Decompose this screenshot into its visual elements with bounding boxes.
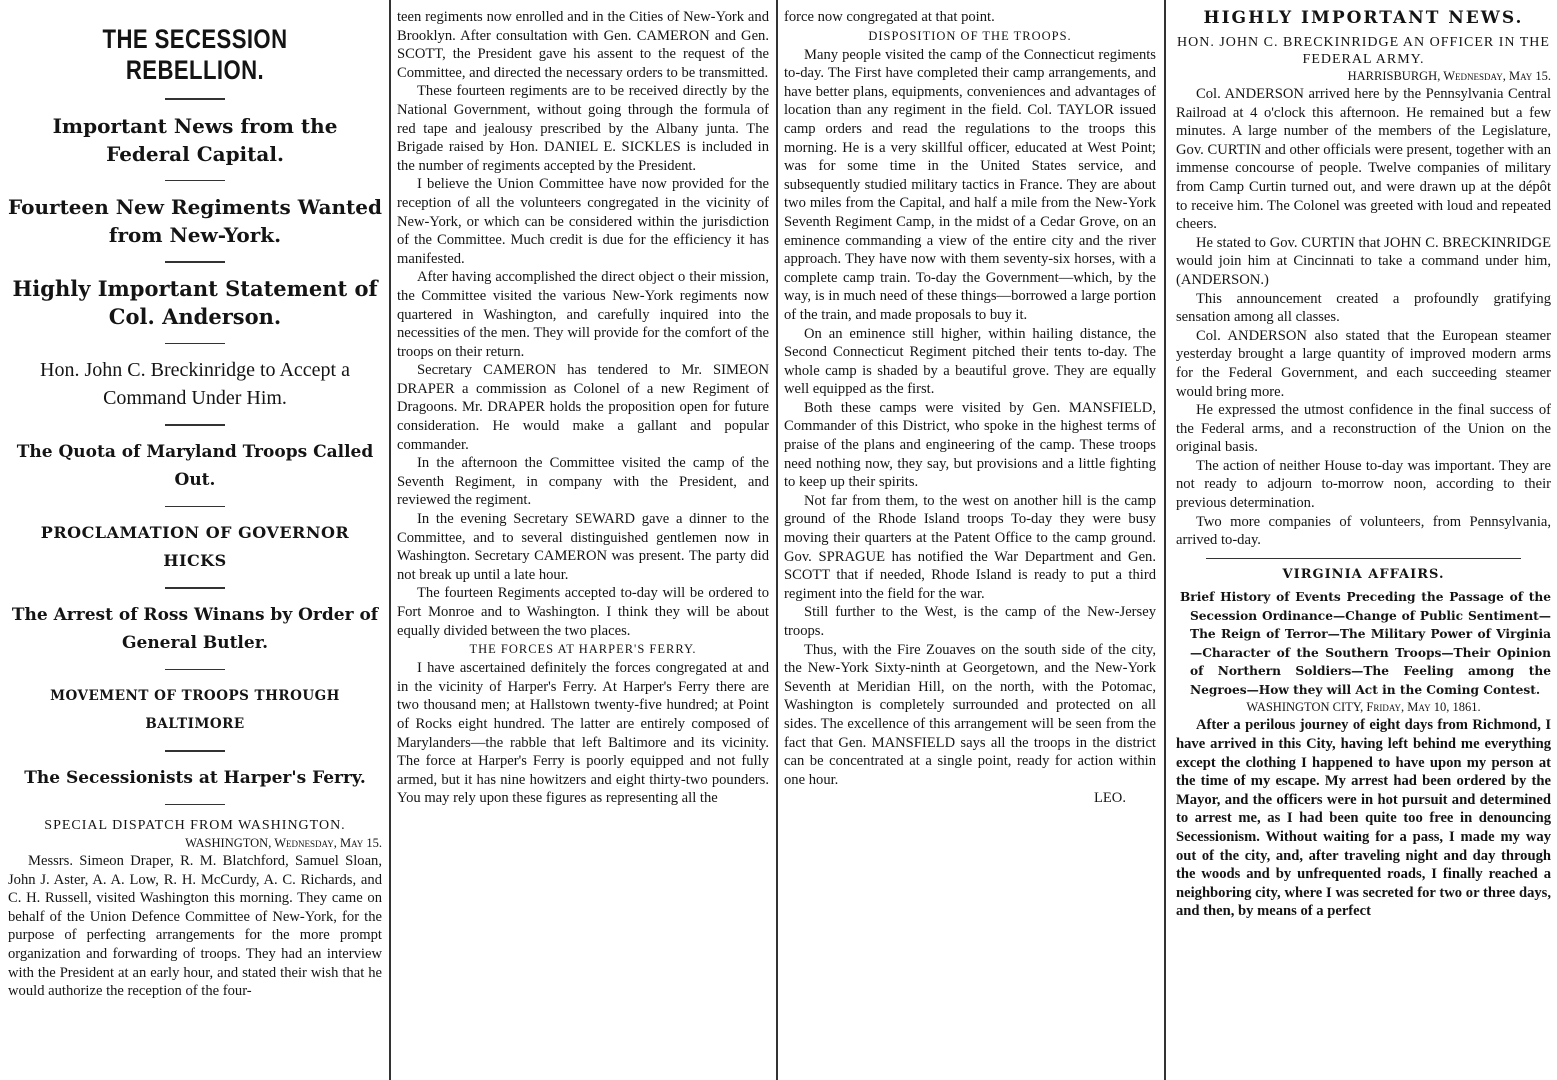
article-paragraph: This announcement created a profoundly gratifying sensation among all classes. — [1176, 290, 1551, 326]
news-headline: HIGHLY IMPORTANT NEWS. — [1203, 8, 1524, 28]
news-subhead: HON. JOHN C. BRECKINRIDGE AN OFFICER IN THE FEDERAL ARMY. — [1177, 35, 1550, 67]
virginia-headline: VIRGINIA AFFAIRS. — [1282, 567, 1445, 583]
deck-6: PROCLAMATION OF GOVERNOR HICKS — [40, 523, 350, 570]
article-paragraph: teen regiments now enrolled and in the Cities of New-York and Brooklyn. After consultation with Gen. CAMERON and Gen. SCOTT, the President gave his assent to the request of the Committee, and directed the necessary orders to be transmitted. — [397, 9, 769, 81]
article-paragraph: The action of neither House to-day was important. They are not ready to adjourn to-morrow noon, according to their previous determination. — [1176, 457, 1551, 512]
dateline: WASHINGTON CITY, Friday, May 10, 1861. — [1246, 700, 1481, 715]
separator — [165, 180, 225, 182]
signature: LEO. — [1093, 790, 1126, 807]
article-paragraph: I have ascertained definitely the forces congregated at and in the vicinity of Harper's Ferry. At Harper's Ferry there are two thousand men; at Hallstown twenty-five hundred; at Point of Rocks eight hundred. The latter are entirely composed of Marylanders—the rabble that left Baltimore and its vicinity. The force at Harper's Ferry is poorly equipped and not fully armed, but it has nine howitzers and eight thirty-two pounders. You may rely upon these figures as representing all the — [397, 660, 769, 807]
separator — [165, 669, 225, 671]
column-4 — [1168, 0, 1557, 1080]
column-3 — [778, 0, 1162, 1080]
section-subhead: THE FORCES AT HARPER'S FERRY. — [469, 642, 697, 657]
article-paragraph: After having accomplished the direct object o their mission, the Committee visited the various New-York regiments now quartered in Washington, and carefully inquired into the necessities of the men. They will provide for the comfort of the troops on their return. — [397, 269, 769, 360]
deck-2: Fourteen New Regiments Wanted from New-York. — [8, 195, 382, 247]
deck-7: The Arrest of Ross Winans by Order of General Butler. — [11, 604, 379, 653]
column-1 — [0, 0, 388, 1080]
article-paragraph: Both these camps were visited by Gen. MANSFIELD, Commander of this District, who spoke in the highest terms of praise of the plans and engineering of the camp. These troops need nothing now, they say, but provisions and a little fighting to keep up their spirits. — [784, 399, 1156, 491]
separator — [165, 424, 225, 426]
separator — [165, 750, 225, 752]
dateline: WASHINGTON, Wednesday, May 15. — [185, 836, 382, 850]
article-paragraph: The fourteen Regiments accepted to-day will be ordered to Fort Monroe and to Washington. I think they will be about equally divided between the two places. — [397, 585, 769, 639]
separator — [165, 587, 225, 589]
separator — [165, 343, 225, 345]
article-paragraph: Col. ANDERSON arrived here by the Pennsylvania Central Railroad at 4 o'clock this afternoon. He remained but a few minutes. A large number of the members of the Legislature, Gov. CURTIN and other officials were present, together with an immense concourse of people. Twelve companies of military from Camp Curtin turned out, and were drawn up at the dépôt to receive him. The Colonel was greeted with loud and repeated cheers. — [1176, 86, 1551, 233]
column-rule — [1164, 0, 1166, 1080]
dateline: HARRISBURGH, Wednesday, May 15. — [1347, 69, 1551, 83]
article-paragraph: Secretary CAMERON has tendered to Mr. SIMEON DRAPER a commission as Colonel of a new Regiment of Dragoons. Mr. DRAPER holds the proposition open for future consideration. He would make a gallant and popular commander. — [397, 362, 769, 453]
deck-4: Hon. John C. Breckinridge to Accept a Command Under Him. — [40, 359, 350, 409]
section-subhead: DISPOSITION OF THE TROOPS. — [868, 28, 1072, 43]
article-paragraph: In the afternoon the Committee visited the camp of the Seventh Regiment, in company with the President, and reviewed the regiment. — [397, 455, 769, 509]
separator — [165, 98, 225, 100]
deck-5: The Quota of Maryland Troops Called Out. — [16, 441, 374, 490]
article-paragraph: He stated to Gov. CURTIN that JOHN C. BRECKINRIDGE would join him at Cincinnati to take a command under him, (ANDERSON.) — [1176, 234, 1551, 288]
article-paragraph: After a perilous journey of eight days from Richmond, I have arrived in this City, having left behind me everything except the clothing I happened to have upon my person at the time of my escape. My arrest had been ordered by the Mayor, and the officers were in hot pursuit and determined to arrest me, as I had been quite too free in denouncing Secessionism. Without waiting for a pass, I made my way out of the city, and, after traveling night and day through the woods and by unfrequented roads, I finally reached a neighboring city, where I was secreted for two or three days, and then, by means of a perfect — [1176, 717, 1551, 920]
separator — [165, 506, 225, 508]
column-2 — [391, 0, 775, 1080]
article-paragraph: force now congregated at that point. — [784, 9, 995, 25]
article-paragraph: These fourteen regiments are to be received directly by the National Government, without going through the formula of red tape and jealousy prescribed by the Albany junta. The Brigade raised by Hon. DANIEL E. SICKLES is included in the number of regiments accepted by the President. — [397, 83, 769, 174]
article-paragraph: I believe the Union Committee have now provided for the reception of all the volunteers congregated in the vicinity of New-York, or which can be considered within the jurisdiction of the Committee. Much credit is due for the efficiency it has manifested. — [397, 176, 769, 267]
dispatch-headline: SPECIAL DISPATCH FROM WASHINGTON. — [44, 818, 346, 833]
article-paragraph: Messrs. Simeon Draper, R. M. Blatchford, Samuel Sloan, John J. Aster, A. A. Low, R. H. McCurdy, A. C. Richards, and C. H. Russell, visited Washington this morning. They came on behalf of the Union Defence Committee of New-York, for the purpose of perfecting arrangements for the more prompt organization and forwarding of troops. They had an interview with the President at an early hour, and stated their wish that he would authorize the reception of the four- — [8, 853, 382, 1000]
separator — [165, 261, 225, 263]
article-paragraph: Col. ANDERSON also stated that the European steamer yesterday brought a large quantity of improved modern arms for the Federal Government, and each succeeding steamer would bring more. — [1176, 327, 1551, 400]
virginia-deck: Brief History of Events Preceding the Passage of the Secession Ordinance—Change of Public Sentiment—The Reign of Terror—The Military Power of Virginia—Character of the Southern Troops—Their Opinion of Northern Soldiers—The Feeling among the Negroes—How they will Act in the Coming Contest. — [1180, 590, 1551, 697]
article-paragraph: Thus, with the Fire Zouaves on the south side of the city, the New-York Sixty-ninth at Georgetown, and the New-York Seventh at Meridian Hill, on the north, with the Potomac, Washington is completely surrounded and protected on all sides. The excellence of this arrangement will be seen from the fact that Gen. MANSFIELD says all the troops in the district can be concentrated at a single point, ready for action within one hour. — [784, 641, 1156, 788]
article-paragraph: Not far from them, to the west on another hill is the camp ground of the Rhode Island troops To-day they were busy moving their quarters at the Patent Office to the camp ground. Gov. SPRAGUE has notified the War Department and Gen. SCOTT that if needed, Rhode Island is ready to put a third regiment into the field for the war. — [784, 492, 1156, 602]
main-headline: THE SECESSION REBELLION. — [102, 24, 288, 85]
article-paragraph: Many people visited the camp of the Connecticut regiments to-day. The First have completed their camp arrangements, and have better plans, equipments, conveniences and advantages of location than any regiment in the field. Col. TAYLOR issued camp orders and read the regulations to the troops this morning. He is a very skillful officer, educated at West Point; was for some time in the United States service, and subsequently studied military tactics in France. They are about two miles from the Capital, and half a mile from the New-York Seventh Regiment Camp, in the midst of a Cedar Grove, on an eminence commanding a view of the entire city and the river approach. They have now with them seventy-six horses, with a complete camp train. To-day the Government—which, by the way, is in much need of these things—borrowed a large portion of the train, and made proposals to buy it. — [784, 46, 1156, 323]
article-paragraph: In the evening Secretary SEWARD gave a dinner to the Committee, and to several distinguished gentlemen now in Washington. Secretary CAMERON was present. The party did not break up until a late hour. — [397, 511, 769, 583]
article-paragraph: Still further to the West, is the camp of the New-Jersey troops. — [784, 604, 1156, 639]
separator — [1206, 558, 1521, 560]
deck-3: Highly Important Statement of Col. Anderson. — [12, 275, 378, 329]
article-paragraph: Two more companies of volunteers, from Pennsylvania, arrived to-day. — [1176, 513, 1551, 549]
deck-8: MOVEMENT OF TROOPS THROUGH BALTIMORE — [50, 688, 340, 732]
separator — [165, 804, 225, 806]
deck-9: The Secessionists at Harper's Ferry. — [24, 767, 366, 788]
deck-1: Important News from the Federal Capital. — [52, 113, 338, 166]
article-paragraph: He expressed the utmost confidence in the final success of the Federal arms, and a reconstruction of the Union on the original basis. — [1176, 402, 1551, 456]
article-paragraph: On an eminence still higher, within hailing distance, the Second Connecticut Regiment pitched their tents to-day. The whole camp is shaded by a beautiful grove. They are equally well equipped as the first. — [784, 325, 1156, 398]
